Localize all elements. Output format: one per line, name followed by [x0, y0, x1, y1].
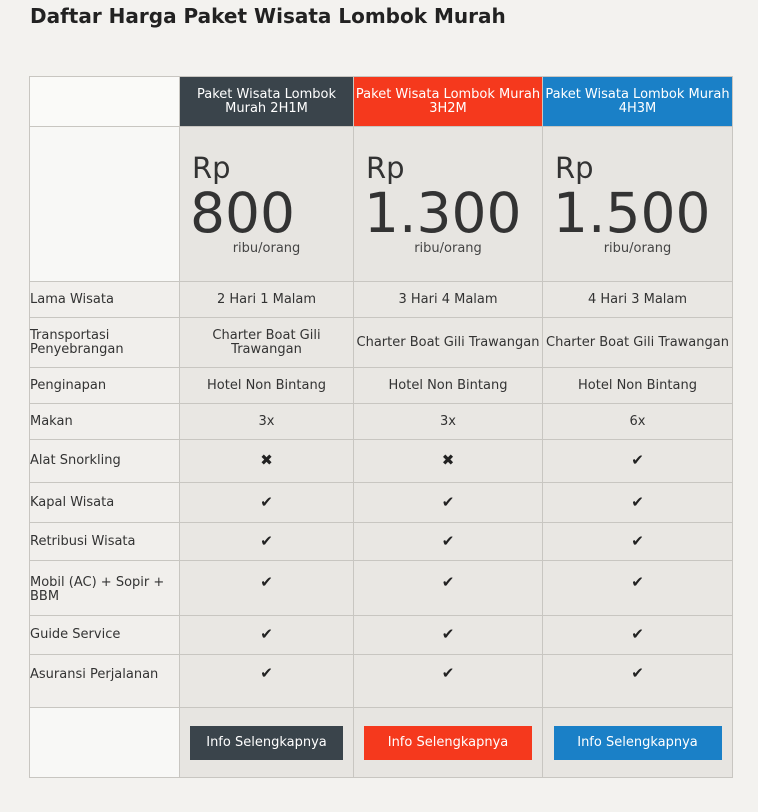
info-button-4h3m[interactable]: Info Selengkapnya: [554, 726, 722, 760]
button-row-label: [30, 708, 180, 778]
feature-label: Retribusi Wisata: [30, 523, 180, 561]
feature-icon-cell: [354, 523, 543, 561]
feature-value: 2 Hari 1 Malam: [180, 282, 354, 318]
feature-value: Hotel Non Bintang: [543, 368, 733, 404]
price-unit: ribu/orang: [603, 241, 672, 256]
feature-icon-cell: [180, 561, 354, 616]
price-amount: 1.500: [553, 181, 711, 245]
feature-icon-cell: [543, 616, 733, 655]
feature-value: Charter Boat Gili Trawangan: [180, 318, 354, 368]
feature-icon-cell: [180, 616, 354, 655]
feature-label: Penginapan: [30, 368, 180, 404]
feature-label: Guide Service: [30, 616, 180, 655]
feature-value: Charter Boat Gili Trawangan: [543, 318, 733, 368]
info-button-3h2m[interactable]: Info Selengkapnya: [364, 726, 532, 760]
feature-value: Hotel Non Bintang: [354, 368, 543, 404]
price-unit: ribu/orang: [232, 241, 301, 256]
check-icon: ✔: [260, 531, 273, 550]
check-icon: ✔: [260, 625, 273, 643]
x-icon: ✖: [260, 451, 273, 469]
button-row: [30, 708, 733, 778]
check-icon: ✔: [441, 664, 455, 682]
check-icon: ✔: [631, 664, 644, 682]
feature-row: [30, 483, 733, 523]
feature-icon-cell: [354, 561, 543, 616]
feature-label: Lama Wisata: [30, 282, 180, 318]
pricing-table: [29, 76, 733, 778]
price-row-label: [30, 127, 180, 282]
check-icon: ✔: [441, 573, 455, 591]
plan-header-row: [30, 77, 733, 127]
feature-value: 3x: [180, 404, 354, 440]
feature-icon-cell: [180, 483, 354, 523]
feature-icon-cell: [543, 523, 733, 561]
feature-icon-cell: [354, 440, 543, 483]
feature-row: [30, 368, 733, 404]
feature-value: 3 Hari 4 Malam: [354, 282, 543, 318]
feature-label: Mobil (AC) + Sopir + BBM: [30, 561, 180, 616]
feature-row: [30, 616, 733, 655]
feature-value: 6x: [543, 404, 733, 440]
check-icon: ✔: [631, 451, 644, 469]
feature-row: [30, 282, 733, 318]
price-row: [30, 127, 733, 282]
check-icon: ✔: [441, 625, 455, 643]
x-icon: ✖: [441, 451, 455, 469]
feature-icon-cell: [180, 440, 354, 483]
feature-icon-cell: [354, 483, 543, 523]
feature-value: Hotel Non Bintang: [180, 368, 354, 404]
check-icon: ✔: [631, 573, 644, 591]
check-icon: ✔: [441, 531, 455, 550]
price-amount: 1.300: [364, 181, 522, 245]
feature-icon-cell: [543, 483, 733, 523]
feature-row: [30, 404, 733, 440]
plan-name-3h2m: Paket Wisata Lombok Murah 3H2M: [354, 77, 543, 127]
button-cell: [180, 708, 354, 778]
check-icon: ✔: [441, 492, 455, 511]
feature-row: [30, 440, 733, 483]
feature-icon-cell: [180, 523, 354, 561]
price-currency: Rp: [366, 151, 405, 185]
feature-row: [30, 561, 733, 616]
price-2h1m: [180, 127, 354, 282]
feature-label: Alat Snorkling: [30, 440, 180, 483]
feature-label: Asuransi Perjalanan: [30, 655, 180, 708]
feature-row: [30, 523, 733, 561]
price-amount: 800: [190, 181, 295, 245]
button-cell: [354, 708, 543, 778]
price-currency: Rp: [555, 151, 594, 185]
feature-icon-cell: [180, 655, 354, 708]
feature-icon-cell: [543, 655, 733, 708]
feature-icon-cell: [543, 561, 733, 616]
plan-name-4h3m: Paket Wisata Lombok Murah 4H3M: [543, 77, 733, 127]
price-currency: Rp: [192, 151, 231, 185]
price-unit: ribu/orang: [414, 241, 482, 256]
feature-label: Transportasi Penyebrangan: [30, 318, 180, 368]
feature-row: [30, 318, 733, 368]
check-icon: ✔: [631, 625, 644, 643]
feature-row: [30, 655, 733, 708]
plan-name-2h1m: Paket Wisata Lombok Murah 2H1M: [180, 77, 354, 127]
corner-cell: [30, 77, 180, 127]
info-button-2h1m[interactable]: Info Selengkapnya: [190, 726, 343, 760]
price-3h2m: [354, 127, 543, 282]
check-icon: ✔: [631, 492, 644, 511]
price-4h3m: [543, 127, 733, 282]
feature-label: Kapal Wisata: [30, 483, 180, 523]
feature-value: Charter Boat Gili Trawangan: [354, 318, 543, 368]
page-title: Daftar Harga Paket Wisata Lombok Murah: [30, 4, 506, 28]
check-icon: ✔: [260, 492, 273, 511]
feature-value: 4 Hari 3 Malam: [543, 282, 733, 318]
check-icon: ✔: [631, 531, 644, 550]
button-cell: [543, 708, 733, 778]
feature-icon-cell: [354, 616, 543, 655]
feature-icon-cell: [354, 655, 543, 708]
check-icon: ✔: [260, 573, 273, 591]
feature-value: 3x: [354, 404, 543, 440]
check-icon: ✔: [260, 664, 273, 682]
feature-label: Makan: [30, 404, 180, 440]
feature-icon-cell: [543, 440, 733, 483]
